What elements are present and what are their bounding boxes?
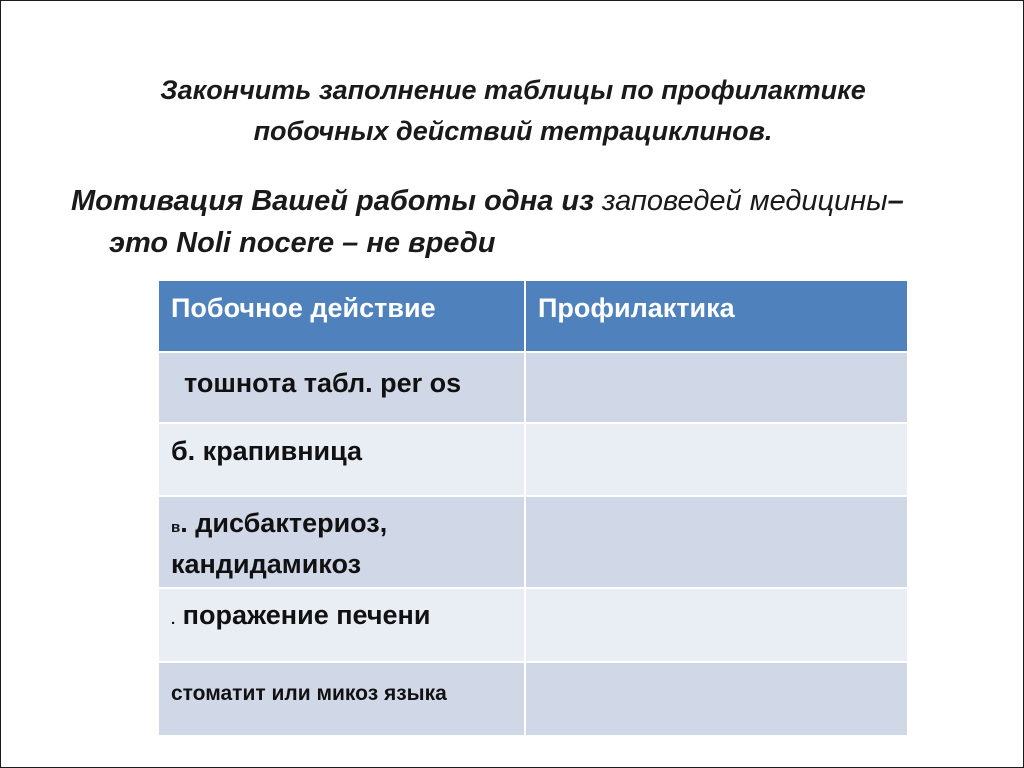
- header-prevention: Профилактика: [525, 280, 908, 352]
- side-effect-cell: [158, 662, 525, 736]
- motivation-regular-text: заповедей медицины: [602, 185, 888, 217]
- motivation-dash: –: [887, 185, 904, 217]
- side-effect-text: . дисбактериоз, кандидамикоз: [171, 508, 388, 579]
- table-row: [158, 662, 908, 736]
- side-effect-cell: [158, 352, 525, 423]
- table-row: [158, 496, 908, 588]
- table-header-row: [158, 280, 908, 352]
- side-effect-text: тошнота табл. per os: [184, 368, 462, 398]
- side-effect-text: поражение печени: [175, 600, 431, 630]
- prevention-cell[interactable]: [525, 588, 908, 662]
- prevention-cell[interactable]: [525, 423, 908, 496]
- row-prefix: в: [171, 519, 181, 536]
- prevention-cell[interactable]: [525, 662, 908, 736]
- side-effect-text: б. крапивница: [171, 436, 363, 466]
- slide-title-line-1: Закончить заполнение таблицы по профилактике: [160, 75, 866, 105]
- side-effect-cell: [158, 496, 525, 588]
- table-row: [158, 588, 908, 662]
- motivation-bold-text: Мотивация Вашей работы одна из: [71, 185, 603, 217]
- prevention-cell[interactable]: [525, 496, 908, 588]
- side-effect-cell: [158, 423, 525, 496]
- header-side-effect: Побочное действие: [158, 280, 525, 352]
- table-row: [158, 423, 908, 496]
- prevention-cell[interactable]: [525, 352, 908, 423]
- side-effect-text: стоматит или микоз языка: [171, 682, 447, 705]
- motivation-line-1: [71, 181, 971, 221]
- motivation-line-2: [109, 223, 1009, 263]
- side-effects-table: [158, 280, 908, 736]
- row-prefix: .: [171, 611, 176, 628]
- table-row: [158, 352, 908, 423]
- side-effect-cell: [158, 588, 525, 662]
- slide-title-line-2: побочных действий тетрациклинов.: [253, 116, 773, 146]
- motivation-line-2-text: это Noli nocere – не вреди: [109, 227, 496, 259]
